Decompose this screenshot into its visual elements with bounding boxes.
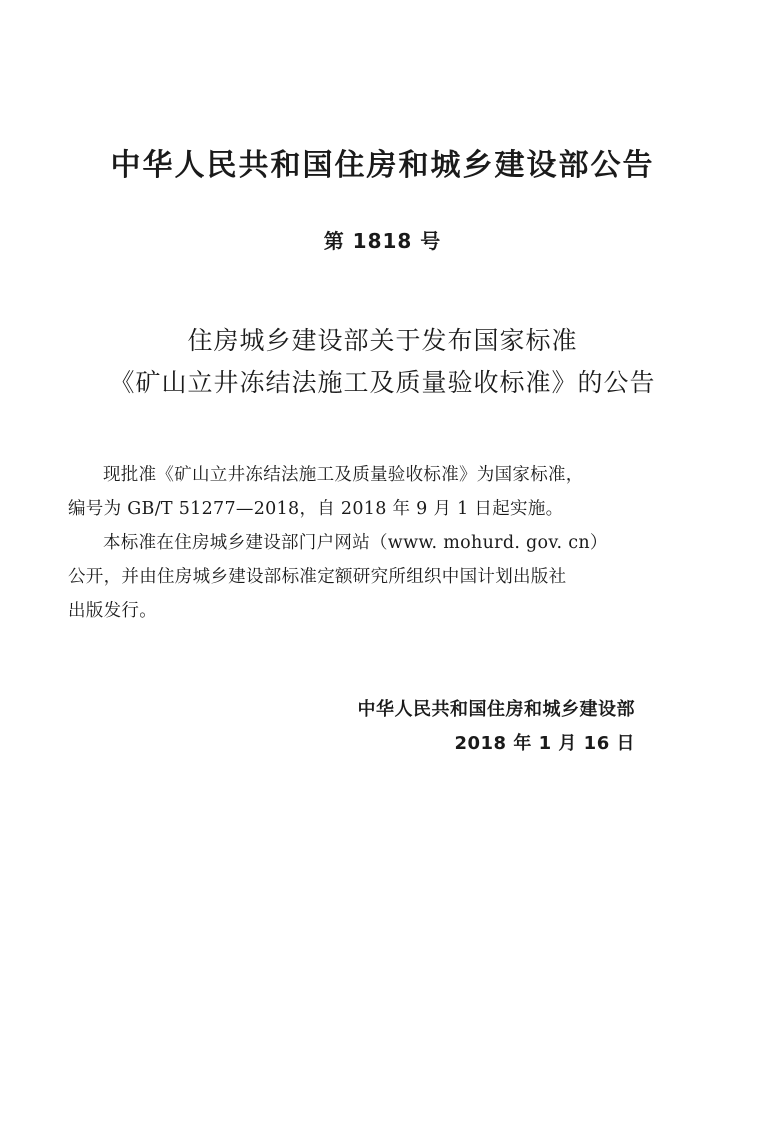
subject-line: 《矿山立井冻结法施工及质量验收标准》的公告: [109, 368, 656, 397]
document-header-title: 中华人民共和国住房和城乡建设部公告: [110, 148, 655, 183]
body-paragraph-line: 出版发行。: [68, 601, 157, 621]
issuer-signature: 中华人民共和国住房和城乡建设部: [357, 699, 635, 720]
notice-subject: [0, 320, 765, 404]
body-paragraph-line: 公开，并由住房城乡建设部标准定额研究所组织中国计划出版社: [68, 567, 567, 587]
body-paragraph-line: 本标准在住房城乡建设部门户网站（www. mohurd. gov. cn）: [103, 533, 608, 553]
subject-line: 住房城乡建设部关于发布国家标准: [187, 326, 578, 355]
body-paragraph-line: 现批准《矿山立井冻结法施工及质量验收标准》为国家标准，: [103, 465, 584, 485]
notice-body: [68, 458, 688, 628]
notice-number: 第 1818 号: [323, 229, 442, 253]
issue-date: 2018 年 1 月 16 日: [454, 733, 635, 754]
body-paragraph-line: 编号为 GB/T 51277—2018，自 2018 年 9 月 1 日起实施。: [68, 499, 564, 519]
